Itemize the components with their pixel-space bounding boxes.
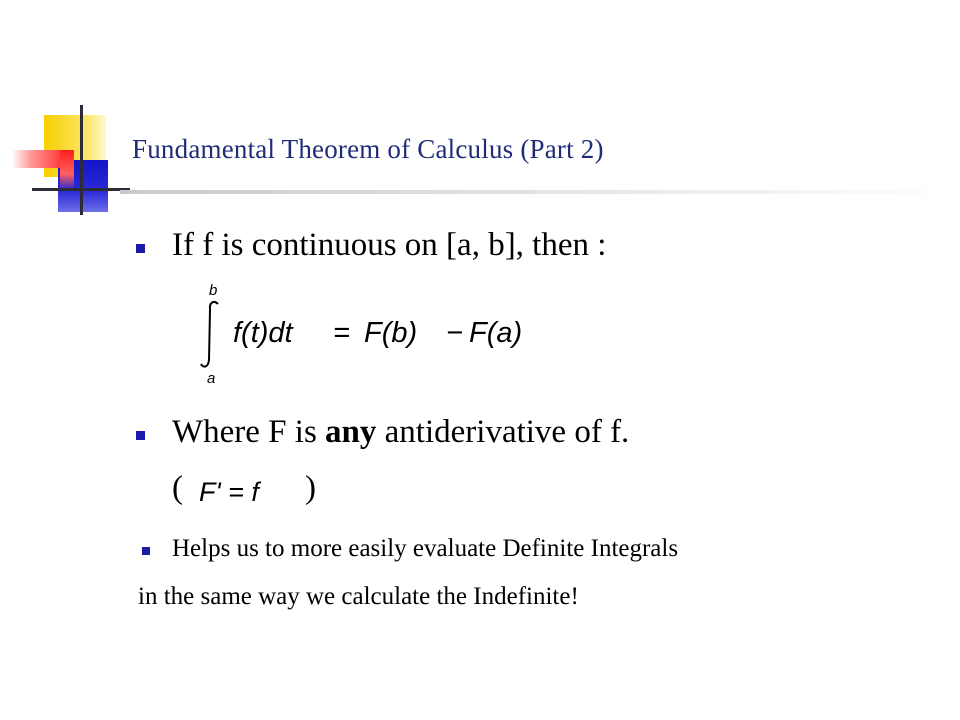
- bullet-marker: [136, 431, 145, 440]
- lower-limit: a: [207, 370, 216, 387]
- title-underline: [120, 190, 960, 194]
- logo-red-drop: [60, 150, 74, 190]
- rhs-f-of-a: F(a): [469, 317, 523, 349]
- upper-limit: b: [209, 282, 218, 299]
- equals-sign: =: [333, 317, 350, 349]
- integrand: f(t)dt: [233, 317, 293, 349]
- minus-sign: −: [446, 317, 463, 349]
- slide-title: Fundamental Theorem of Calculus (Part 2): [132, 134, 604, 164]
- bullet-antiderivative-suffix: antiderivative of f.: [376, 414, 630, 450]
- rhs-f-of-b: F(b): [364, 317, 418, 349]
- bullet-helps-line2: in the same way we calculate the Indefinite!: [138, 583, 579, 610]
- bullet-continuity: If f is continuous on [a, b], then :: [172, 227, 607, 263]
- bullet-antiderivative-prefix: Where F is: [172, 414, 326, 450]
- bullet-marker: [136, 244, 145, 253]
- emphasis-any: any: [325, 414, 377, 450]
- integral-formula: [196, 280, 566, 388]
- bullet-helps-line1: Helps us to more easily evaluate Definite Integrals: [172, 535, 679, 562]
- derivative-equation: F' = f: [199, 477, 259, 507]
- corner-logo-decoration: [0, 0, 140, 220]
- bullet-antiderivative: [172, 414, 629, 451]
- bullet-marker: [142, 547, 150, 555]
- integral-sign: [201, 302, 218, 367]
- logo-vertical-line: [80, 105, 83, 215]
- derivative-formula: [195, 470, 305, 514]
- close-paren: ): [305, 470, 316, 506]
- open-paren: (: [172, 470, 183, 506]
- logo-horizontal-line: [32, 188, 130, 191]
